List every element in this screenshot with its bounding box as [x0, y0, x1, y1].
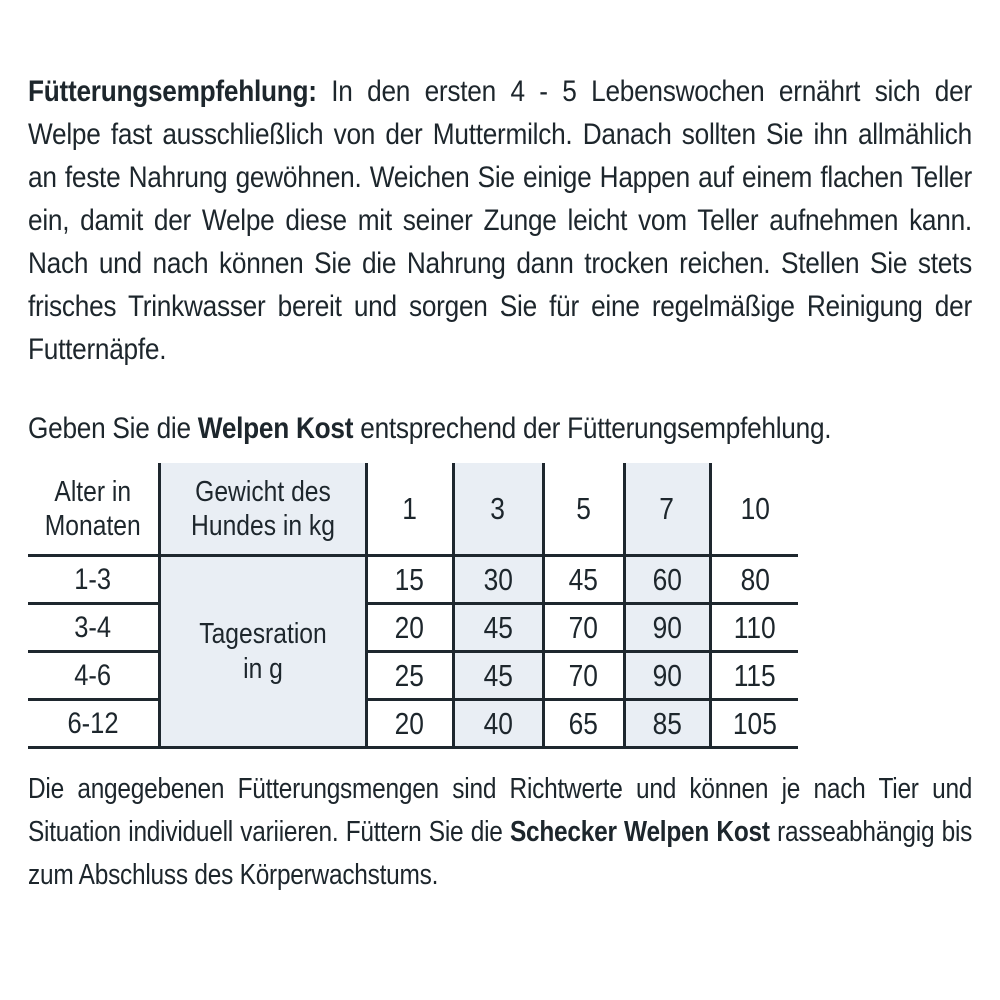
age-cell: 4-6: [28, 652, 159, 700]
header-cell-weight-3kg: 3: [453, 463, 543, 556]
ration-cell: 20: [366, 700, 453, 748]
ration-cell: 20: [366, 604, 453, 652]
age-cell: 1-3: [28, 556, 159, 604]
ration-cell: 45: [453, 652, 543, 700]
ration-cell: 85: [624, 700, 710, 748]
header-cell-weight: [159, 463, 366, 556]
intro-paragraph: [28, 70, 972, 371]
ration-cell: 30: [453, 556, 543, 604]
ration-cell: 60: [624, 556, 710, 604]
ration-cell: 90: [624, 652, 710, 700]
ration-cell: 65: [543, 700, 624, 748]
table-row: [28, 604, 798, 652]
ration-cell: 25: [366, 652, 453, 700]
header-weight-line1: Gewicht des: [194, 475, 331, 508]
intro-body-text: In den ersten 4 - 5 Lebenswochen ernährt sich der Welpe fast ausschließlich von der Muttermilch. Danach sollten Sie ihn allmählich an feste Nahrung gewöhnen. Weichen Sie einige Happen auf einem flachen Teller ein, damit der Welpe diese mit seiner Zunge leicht vom Teller aufnehmen kann. Nach und nach können Sie die Nahrung dann trocken reichen. Stellen Sie stets frisches Trinkwasser bereit und sorgen Sie für eine regelmäßige Reinigung der Futternäpfe.: [28, 75, 972, 366]
brand-product-name: Schecker Welpen Kost: [509, 816, 770, 848]
serving-text-post: entsprechend der Fütterungsempfehlung.: [353, 412, 832, 445]
age-cell: 6-12: [28, 700, 159, 748]
serving-instruction: [28, 407, 972, 450]
ration-cell: 80: [710, 556, 798, 604]
age-cell: 3-4: [28, 604, 159, 652]
ration-cell: 40: [453, 700, 543, 748]
header-cell-weight-1kg: 1: [366, 463, 453, 556]
header-weight-line2: Hundes in kg: [190, 509, 335, 542]
note-text-pre: Die angegebenen Fütterungsmengen sind Richtwerte und können je nach Tier und Situation individuell variieren. Füttern Sie die: [28, 773, 973, 848]
header-cell-weight-5kg: 5: [543, 463, 624, 556]
ration-cell: 70: [543, 652, 624, 700]
serving-text-pre: Geben Sie die: [28, 412, 198, 445]
ration-unit-line1: Tagesration: [198, 617, 327, 650]
intro-heading: Fütterungsempfehlung:: [28, 75, 317, 108]
feeding-table: [28, 463, 798, 749]
header-cell-weight-7kg: 7: [624, 463, 710, 556]
header-age-line2: Monaten: [44, 509, 141, 542]
table-header-row: [28, 463, 798, 556]
ration-unit-line2: in g: [242, 652, 283, 685]
note-paragraph: [28, 768, 972, 897]
ration-cell: 45: [543, 556, 624, 604]
header-cell-weight-10kg: 10: [710, 463, 798, 556]
ration-cell: 90: [624, 604, 710, 652]
ration-cell: 105: [710, 700, 798, 748]
ration-cell: 115: [710, 652, 798, 700]
table-row: [28, 700, 798, 748]
table-row: [28, 556, 798, 604]
product-name: Welpen Kost: [197, 412, 354, 445]
header-cell-age: [28, 463, 159, 556]
ration-unit-cell: [159, 556, 366, 748]
note-text-post: rasseabhängig bis zum Abschluss des Körperwachstums.: [28, 816, 973, 891]
header-age-line1: Alter in: [54, 475, 132, 508]
table-row: [28, 652, 798, 700]
ration-cell: 45: [453, 604, 543, 652]
ration-cell: 15: [366, 556, 453, 604]
ration-cell: 70: [543, 604, 624, 652]
ration-cell: 110: [710, 604, 798, 652]
